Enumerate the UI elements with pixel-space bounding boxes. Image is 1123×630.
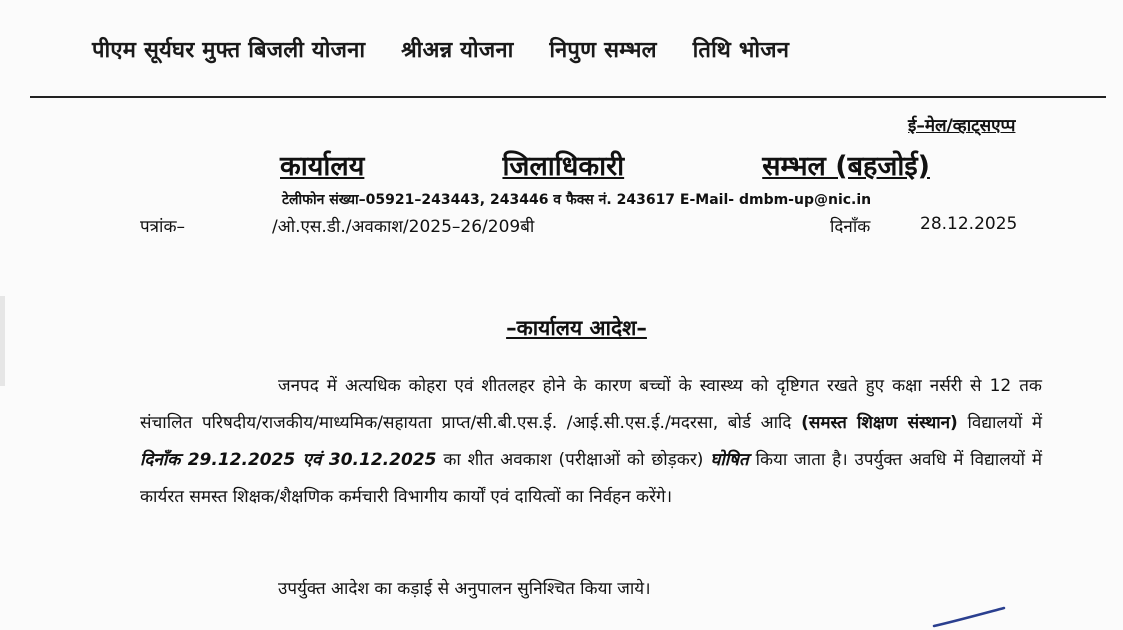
- office-word: कार्यालय: [280, 151, 365, 182]
- scheme-banner: [92, 34, 817, 64]
- office-word: सम्भल (बहजोई): [762, 151, 930, 182]
- order-text: का शीत अवकाश (परीक्षाओं को छोड़कर): [443, 450, 704, 470]
- scheme-name: तिथि भोजन: [692, 38, 790, 63]
- signature-stroke: [930, 600, 1010, 630]
- scheme-name: निपुण सम्भल: [549, 38, 657, 63]
- order-text: किया जाता है। उपर्युक्त अवधि में विद्यालयों में कार्यरत समस्त शिक्षक/शैक्षणिक कर्मचारी विभागीय कार्यों एवं दायित्वों का निर्वहन करेंगे।: [140, 450, 1043, 507]
- holiday-dates: दिनाँक 29.12.2025 एवं 30.12.2025: [140, 450, 437, 470]
- ref-number: /ओ.एस.डी./अवकाश/2025–26/209बी: [272, 217, 535, 237]
- date-value: 28.12.2025: [920, 214, 1018, 234]
- scheme-name: श्रीअन्न योजना: [401, 38, 514, 63]
- emphasis-text: (समस्त शिक्षण संस्थान): [801, 413, 958, 433]
- office-word: जिलाधिकारी: [502, 151, 625, 182]
- date-label: दिनाँक: [830, 217, 871, 237]
- order-title: –कार्यालय आदेश–: [506, 316, 647, 340]
- closing-instruction: उपर्युक्त आदेश का कड़ाई से अनुपालन सुनिश्चित किया जाये।: [278, 579, 651, 599]
- ref-label: पत्रांक–: [140, 217, 185, 237]
- order-paragraph: [140, 368, 1042, 516]
- contact-line: टेलीफोन संख्या–05921–243443, 243446 व फैक्स नं. 243617 E-Mail- dmbm-up@nic.in: [282, 192, 872, 208]
- office-heading: [280, 146, 930, 183]
- order-text: विद्यालयों में: [967, 413, 1043, 433]
- email-whatsapp-tag: ई–मेल/व्हाट्सएप्प: [908, 116, 1016, 136]
- declared-text: घोषित: [710, 450, 749, 470]
- order-text: जनपद में अत्यधिक कोहरा एवं शीतलहर होने के कारण बच्चों के स्वास्थ्य को दृष्टिगत रखते हुए कक्षा नर्सरी से 12 तक संचालित परिषदीय/राजकीय/माध्यमिक/सहायता प्राप्त/सी.बी.एस.ई. /आई.सी.एस.ई./मदरसा, बोर्ड आदि: [140, 376, 1042, 433]
- scheme-name: पीएम सूर्यघर मुफ्त बिजली योजना: [92, 38, 366, 63]
- header-divider: [30, 96, 1106, 98]
